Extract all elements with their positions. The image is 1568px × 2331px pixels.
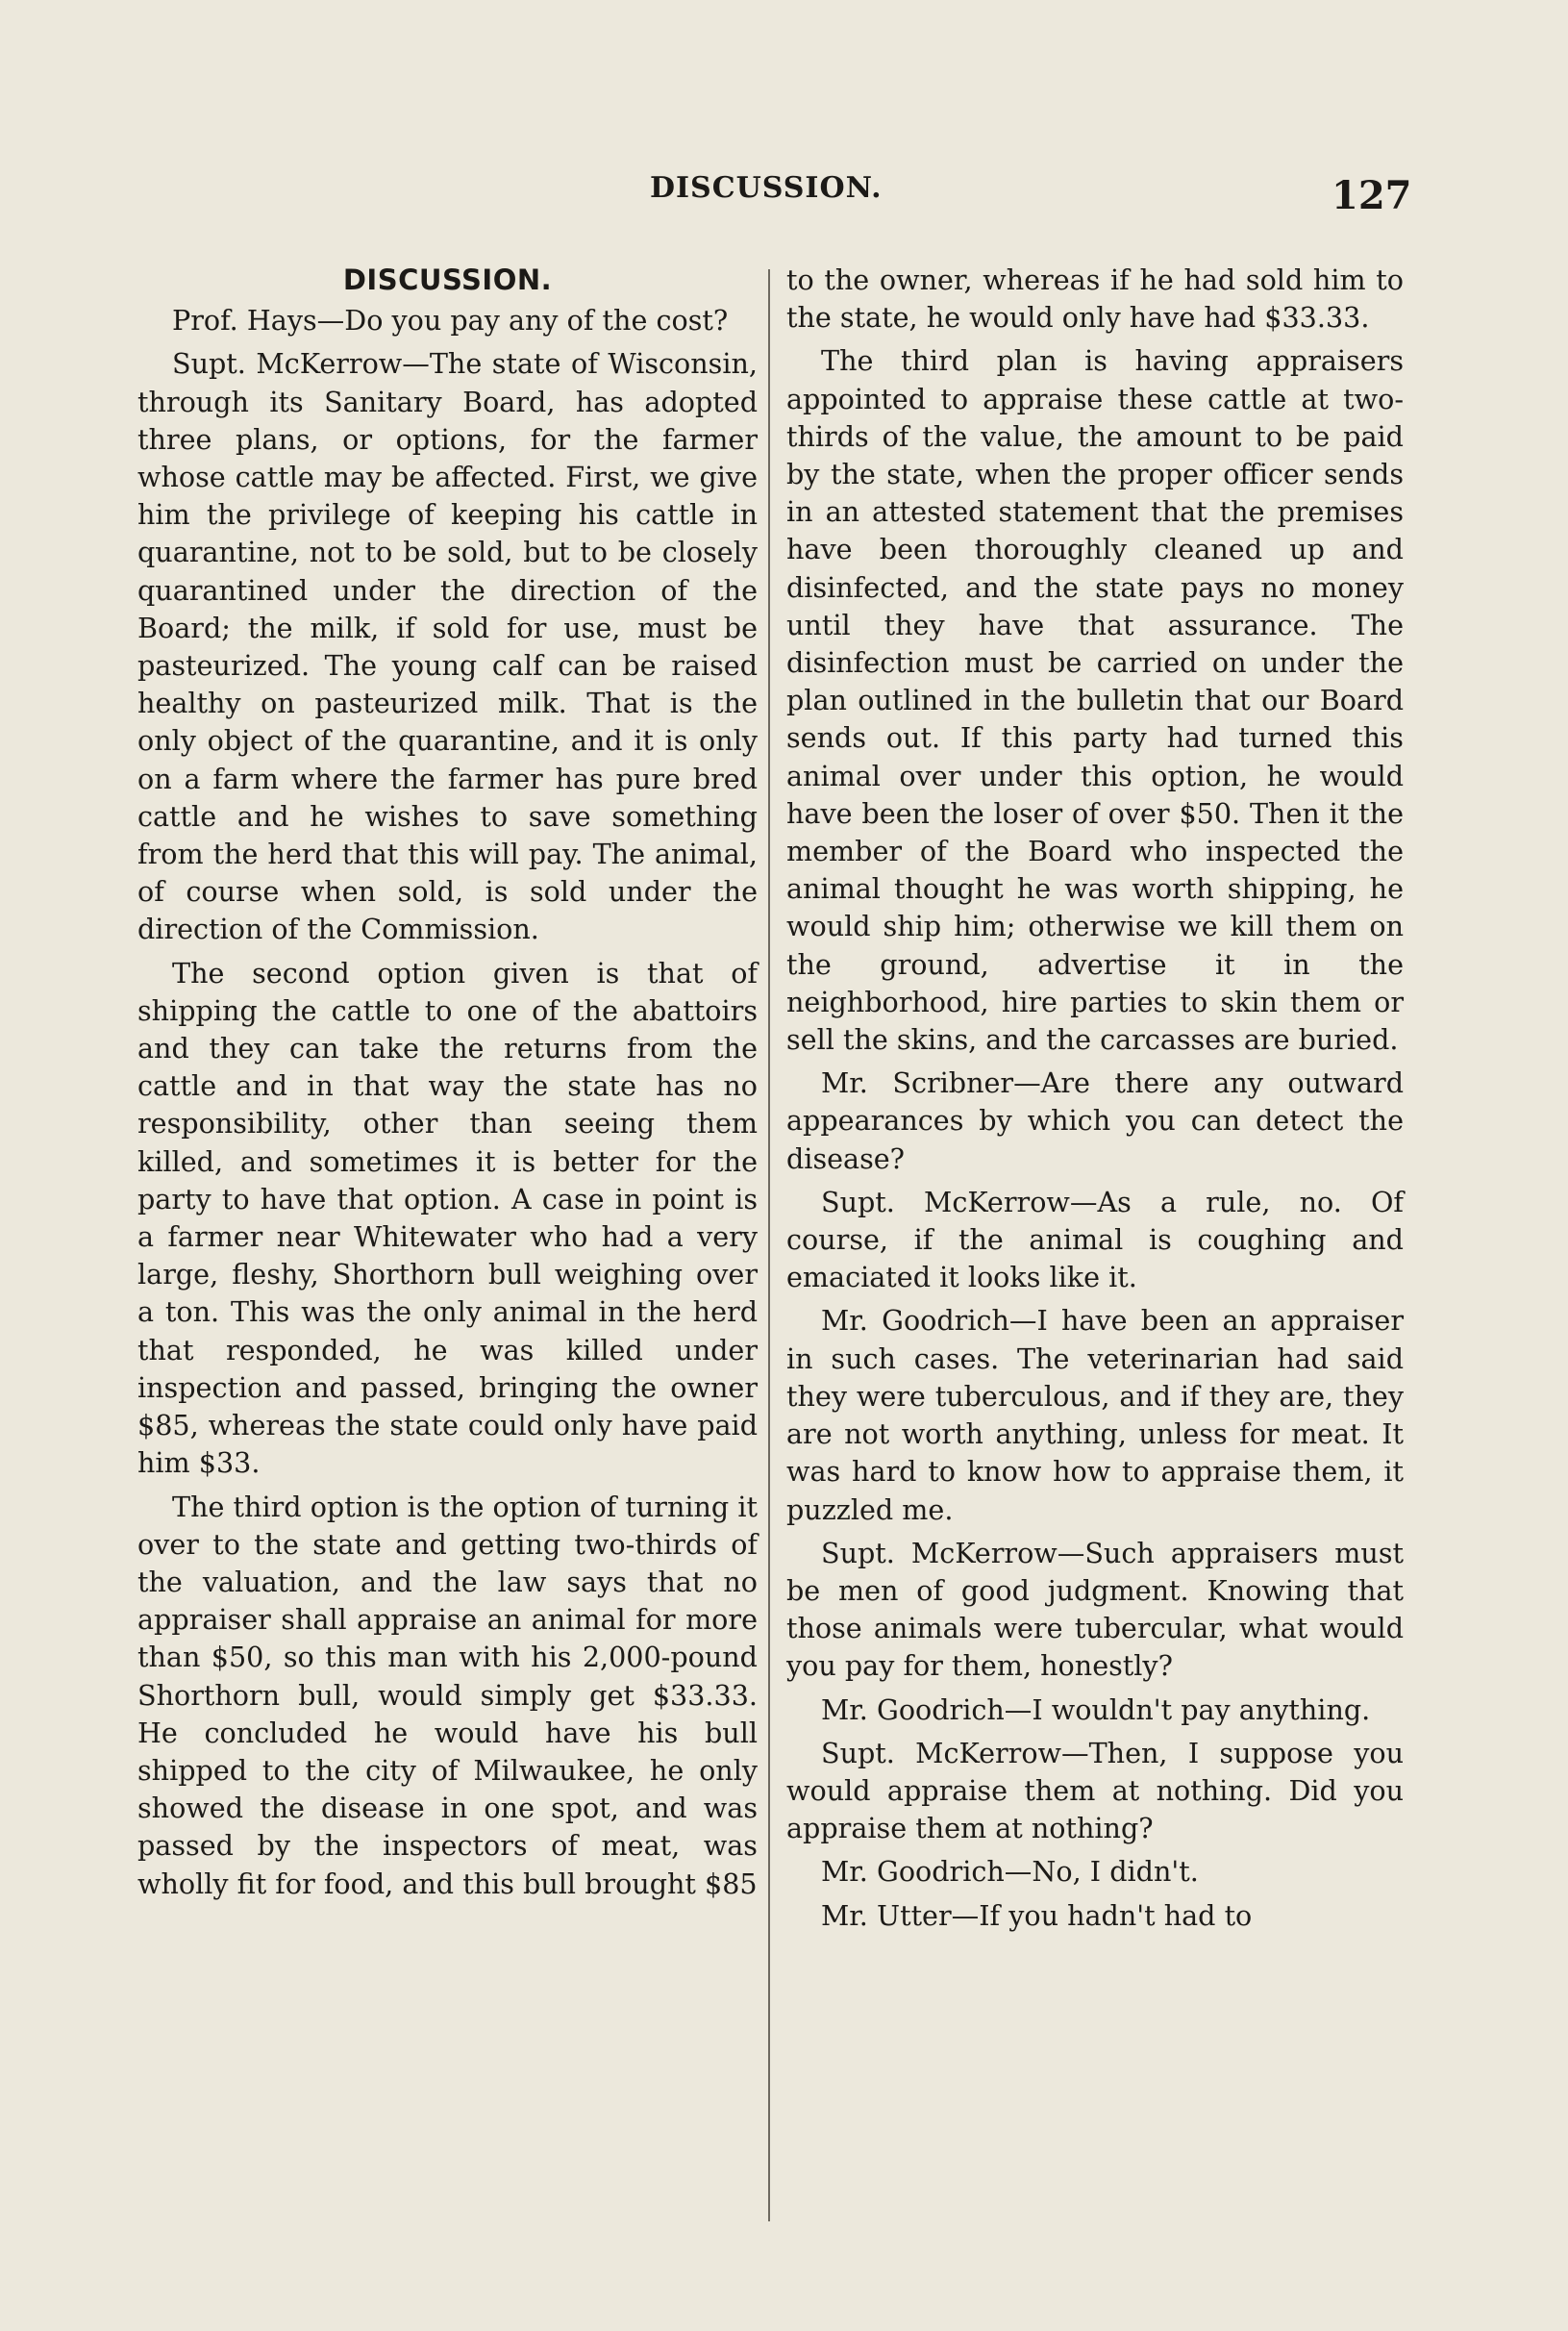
continued-paragraph: to the owner, whereas if he had sold him to the state, he would only have had $33.33. [786,263,1404,335]
page-number: 127 [1332,173,1412,218]
paragraph: Mr. Goodrich—I have been an appraiser in such cases. The veterinarian had said they were tuberculous, and if they are, they are not worth anything, unless for meat. It was hard to know how to appraise them, it puzzled me. [786,1304,1404,1526]
paragraph: Mr. Utter—If you hadn't had to [821,1898,1253,1932]
page-header [0,171,1568,229]
paragraph: The third option is the option of turning it over to the state and getting two-thirds of the valuation, and the law says that no appraiser shall appraise an animal for more than $50, so this man with his 2,000-pound Shorthorn bull, would simply get $33.33. He concluded he would have his bull shipped to the city of Milwaukee, he only showed the disease in one spot, and was passed by the inspectors of meat, was wholly fit for food, and this bull brought $85 [137,1490,758,1900]
paragraph: The third plan is having appraisers appointed to appraise these cattle at two-thirds of the value, the amount to be paid by the state, when the proper officer sends in an attested statement that the premises have been thoroughly cleaned up and disinfected, and the state pays no money until they have that assurance. The disinfection must be carried on under the plan outlined in the bulletin that our Board sends out. If this party had turned this animal over under this option, he would have been the loser of over $50. Then it the member of the Board who inspected the animal thought he was worth shipping, he would ship him; otherwise we kill them on the ground, advertise it in the neighborhood, hire parties to skin them or sell the skins, and the carcasses are buried. [786,344,1404,1057]
paragraph: Mr. Scribner—Are there any outward appearances by which you can detect the disease? [786,1066,1404,1175]
running-head: DISCUSSION. [650,171,883,205]
section-heading: DISCUSSION. [342,263,553,296]
paragraph: The second option given is that of shipping the cattle to one of the abattoirs and they can take the returns from the cattle and in that way the state has no responsibility, other than seeing them killed, and sometimes it is better for the party to have that option. A case in point is a farmer near Whitewater who had a very large, fleshy, Shorthorn bull weighing over a ton. This was the only animal in the herd that responded, he was killed under inspection and passed, bringing the owner $85, whereas the state could only have paid him $33. [137,956,758,1480]
paragraph: Supt. McKerrow—Then, I suppose you would appraise them at nothing. Did you appraise them at nothing? [786,1736,1404,1845]
paragraph: Supt. McKerrow—Such appraisers must be men of good judgment. Knowing that those animals were tubercular, what would you pay for them, honestly? [786,1536,1404,1683]
right-column [786,262,1404,1941]
paragraph: Mr. Goodrich—No, I didn't. [821,1855,1199,1889]
paragraph: Supt. McKerrow—The state of Wisconsin, through its Sanitary Board, has adopted three plans, or options, for the farmer whose cattle may be affected. First, we give him the privilege of keeping his cattle in quarantine, not to be sold, but to be closely quarantined under the direction of the Board; the milk, if sold for use, must be pasteurized. The young calf can be raised healthy on pasteurized milk. That is the only object of the quarantine, and it is only on a farm where the farmer has pure bred cattle and he wishes to save something from the herd that this will pay. The animal, of course when sold, is sold under the direction of the Commission. [137,347,758,946]
left-column [137,262,758,1909]
paragraph: Mr. Goodrich—I wouldn't pay anything. [821,1692,1371,1726]
paragraph: Prof. Hays—Do you pay any of the cost? [172,304,729,338]
column-divider [768,269,770,2221]
paragraph: Supt. McKerrow—As a rule, no. Of course, if the animal is coughing and emaciated it looks like it. [786,1185,1404,1294]
